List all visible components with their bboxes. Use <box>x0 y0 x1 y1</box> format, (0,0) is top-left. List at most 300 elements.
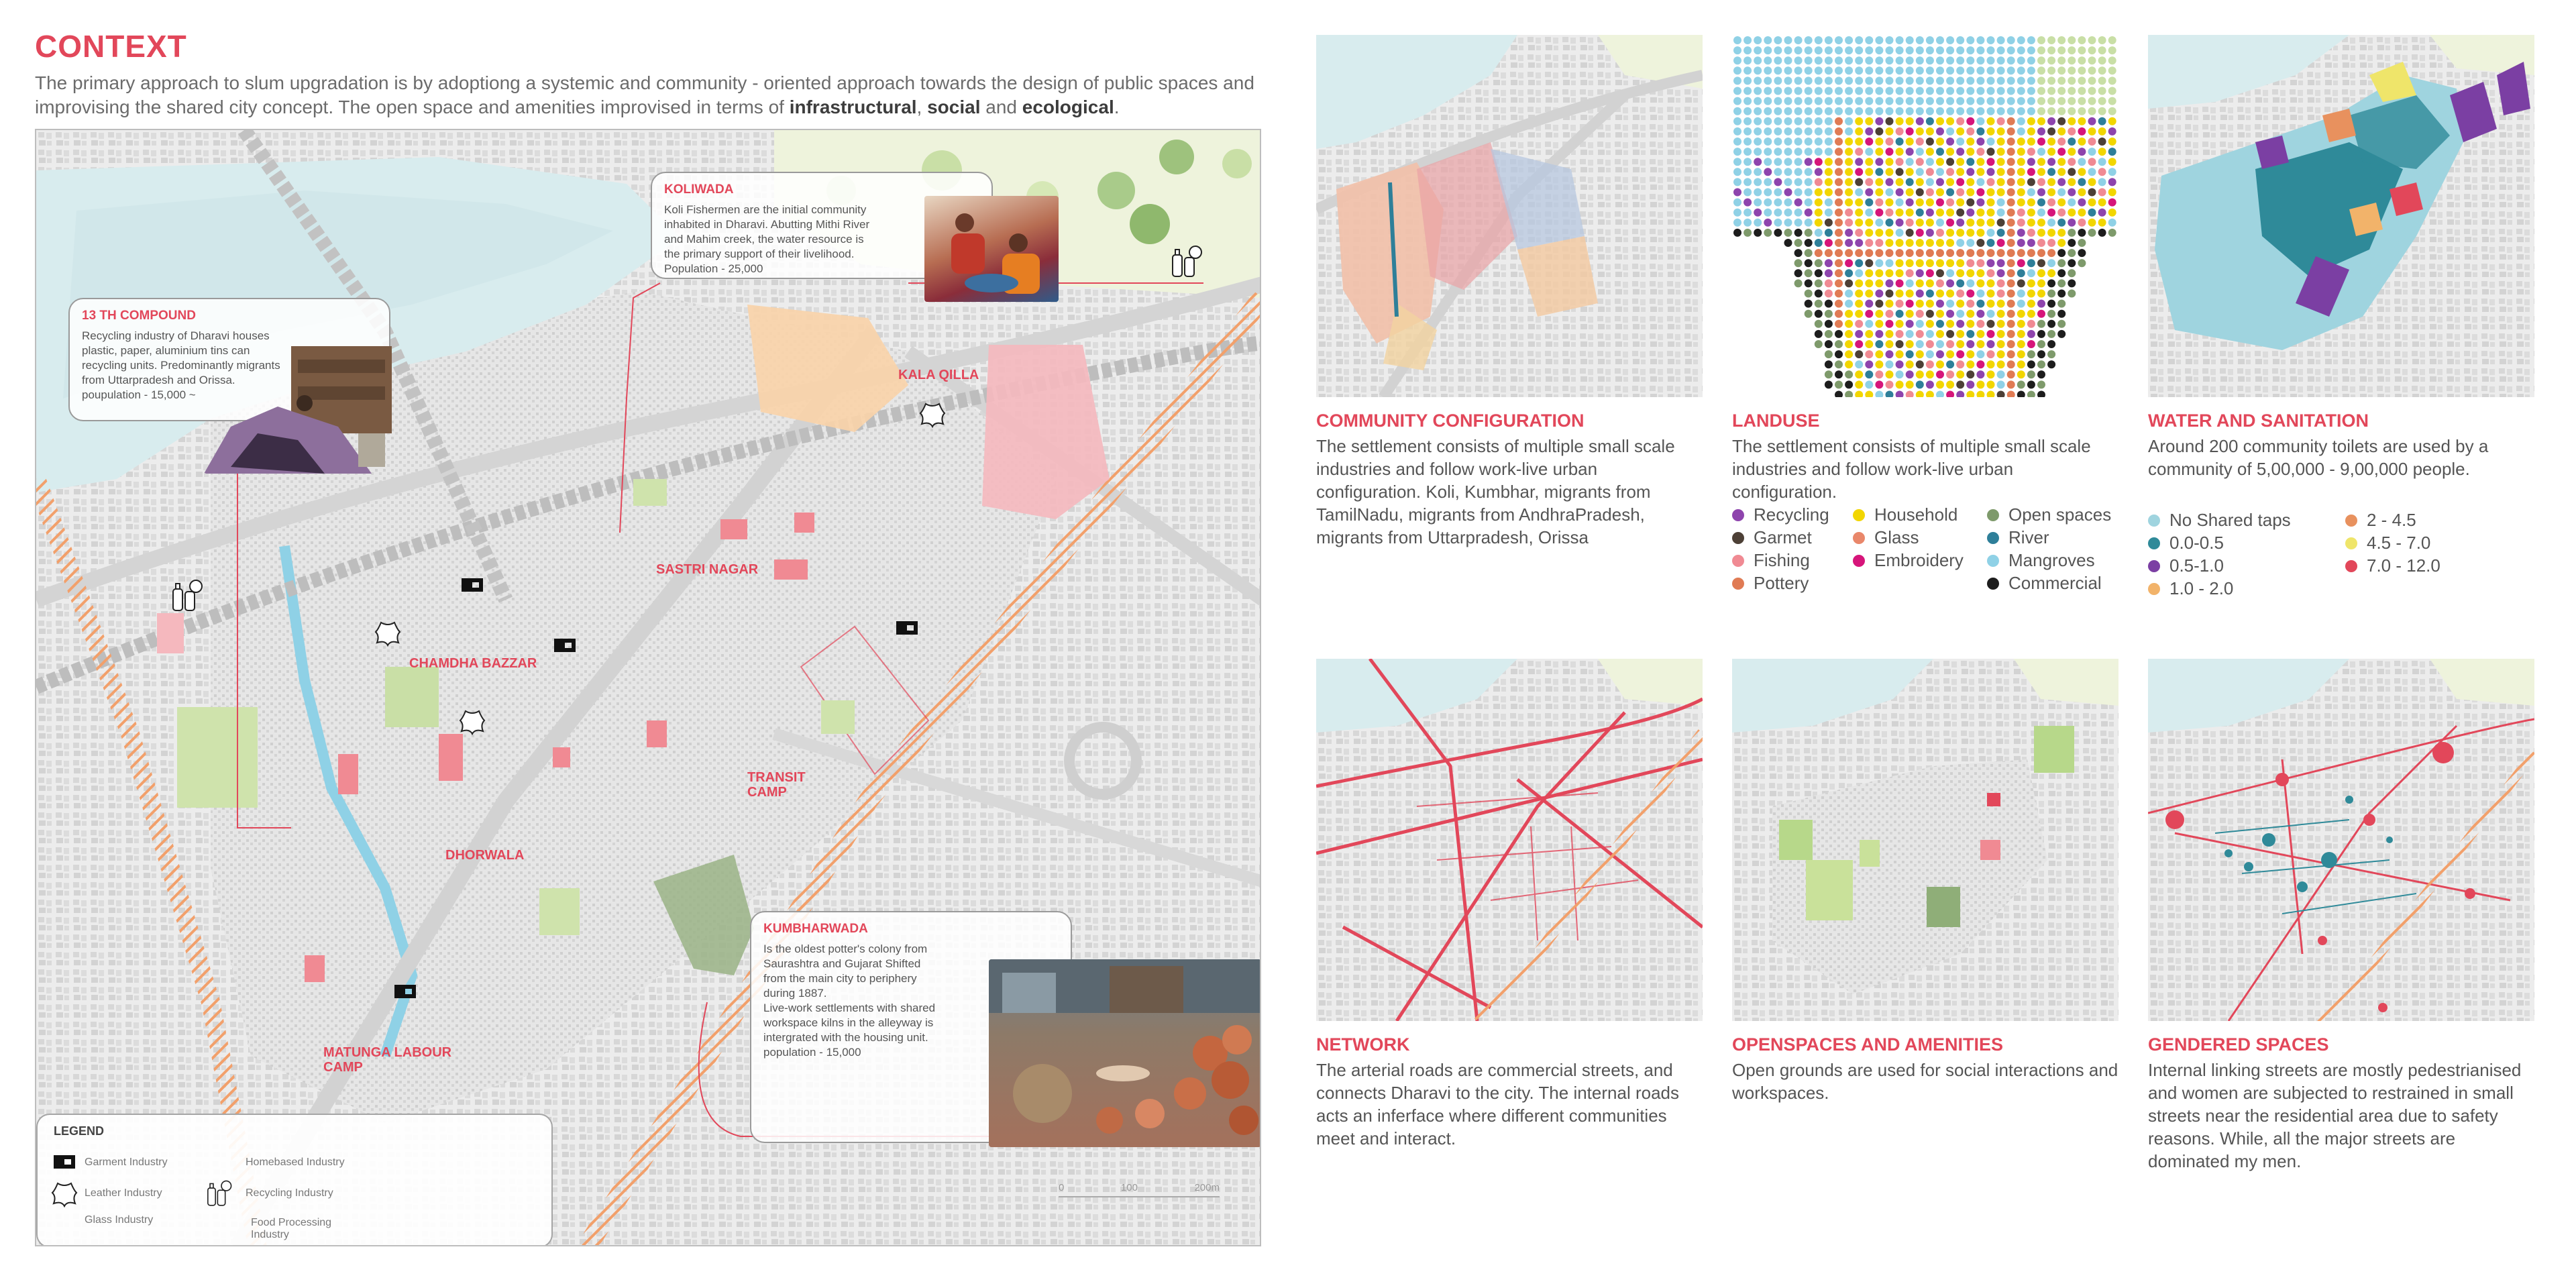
landuse-dot <box>1946 330 1954 338</box>
sewing-machine-icon[interactable] <box>551 633 578 655</box>
legend-swatch <box>1853 555 1865 567</box>
landuse-dot <box>1774 158 1782 166</box>
landuse-dot <box>1855 391 1863 398</box>
landuse-dot <box>1997 300 2005 308</box>
landuse-dot <box>1886 209 1894 217</box>
landuse-dot <box>1743 76 1752 85</box>
landuse-dot <box>1916 290 1924 298</box>
landuse-dot <box>1987 360 1995 368</box>
landuse-dot <box>1815 76 1823 85</box>
landuse-dot <box>1966 249 1974 257</box>
landuse-dot <box>1966 229 1974 237</box>
landuse-dot <box>2068 97 2076 105</box>
landuse-dot <box>1916 189 1924 197</box>
landuse-dot <box>1845 127 1853 136</box>
landuse-dot <box>2068 279 2076 287</box>
landuse-dot <box>1815 209 1823 217</box>
landuse-dot <box>2047 199 2055 207</box>
landuse-dot <box>1966 300 1974 308</box>
landuse-dot <box>2047 148 2055 156</box>
landuse-dot <box>1794 189 1803 197</box>
landuse-dot <box>1774 138 1782 146</box>
landuse-dot <box>1896 158 1904 166</box>
landuse-dot <box>2037 66 2045 74</box>
landuse-dot <box>2057 46 2065 54</box>
landuse-dot <box>1926 249 1934 257</box>
landuse-dot <box>2057 199 2065 207</box>
landuse-dot <box>1987 66 1995 74</box>
landuse-dot <box>1794 269 1803 277</box>
landuse-dot <box>1845 300 1853 308</box>
landuse-dot <box>1936 46 1944 54</box>
landuse-dot <box>1875 107 1883 115</box>
landuse-dot <box>2017 87 2025 95</box>
landuse-dot <box>1936 107 1944 115</box>
landuse-dot <box>2088 148 2096 156</box>
legend-label: 0.5-1.0 <box>2169 555 2224 576</box>
landuse-dot <box>2037 239 2045 247</box>
landuse-dot <box>1743 219 1752 227</box>
landuse-dot <box>1845 370 1853 378</box>
landuse-dot <box>1896 46 1904 54</box>
landuse-dot <box>1764 178 1772 186</box>
landuse-dot <box>1865 138 1873 146</box>
landuse-dot <box>1743 229 1752 237</box>
landuse-dot <box>1896 56 1904 64</box>
landuse-dot <box>1855 310 1863 318</box>
landuse-dot <box>1997 148 2005 156</box>
bottles-recycling-icon[interactable] <box>1170 244 1202 279</box>
landuse-dot <box>1976 138 1984 146</box>
landuse-dot <box>2027 229 2035 237</box>
landuse-dot <box>1855 360 1863 368</box>
landuse-dot <box>1845 380 1853 388</box>
landuse-dot <box>2098 158 2106 166</box>
landuse-dot <box>1743 189 1752 197</box>
landuse-dot <box>1835 300 1843 308</box>
landuse-dot <box>1956 158 1964 166</box>
landuse-dot <box>1926 391 1934 398</box>
landuse-dot <box>1906 56 1914 64</box>
landuse-dot <box>2068 158 2076 166</box>
landuse-dot <box>1733 158 1741 166</box>
landuse-dot <box>2027 199 2035 207</box>
landuse-dot <box>1916 97 1924 105</box>
landuse-dot <box>1926 138 1934 146</box>
legend-label: Fishing <box>1754 550 1810 570</box>
landuse-dot <box>1886 138 1894 146</box>
landuse-dot <box>1936 310 1944 318</box>
leather-hide-icon[interactable] <box>459 708 486 735</box>
landuse-dot <box>1805 239 1813 247</box>
landuse-dot <box>1886 66 1894 74</box>
landuse-dot <box>1774 56 1782 64</box>
landuse-dot <box>1815 36 1823 44</box>
landuse-dot <box>2027 56 2035 64</box>
landuse-dot <box>1754 148 1762 156</box>
landuse-dot <box>1966 380 1974 388</box>
landuse-dot <box>1794 117 1803 125</box>
landuse-dot <box>2027 340 2035 348</box>
landuse-dot <box>1966 239 1974 247</box>
landuse-dot <box>1966 97 1974 105</box>
landuse-dot <box>1936 97 1944 105</box>
landuse-dot <box>1815 239 1823 247</box>
landuse-dot <box>1825 320 1833 328</box>
landuse-dot <box>1805 158 1813 166</box>
landuse-dot <box>1754 36 1762 44</box>
landuse-dot <box>2078 36 2086 44</box>
landuse-dot <box>2017 279 2025 287</box>
landuse-dot <box>1936 320 1944 328</box>
landuse-dot <box>2108 97 2116 105</box>
gendered-map <box>2148 659 2534 1021</box>
panel-description: Open grounds are used for social interactions and workspaces. <box>1732 1060 2118 1103</box>
landuse-dot <box>1966 290 1974 298</box>
landuse-dot <box>1754 46 1762 54</box>
landuse-dot <box>1754 158 1762 166</box>
landuse-dot <box>1805 76 1813 85</box>
landuse-dot <box>2037 360 2045 368</box>
landuse-dot <box>1956 219 1964 227</box>
landuse-dot <box>1855 46 1863 54</box>
leather-hide-icon[interactable] <box>374 620 401 647</box>
landuse-dot <box>1805 56 1813 64</box>
landuse-dot <box>2057 148 2065 156</box>
landuse-dot <box>2098 199 2106 207</box>
landuse-dot <box>1946 229 1954 237</box>
landuse-dot <box>2068 66 2076 74</box>
landuse-dot <box>2027 46 2035 54</box>
landuse-dot <box>1956 36 1964 44</box>
landuse-dot <box>1855 148 1863 156</box>
landuse-dot <box>2098 209 2106 217</box>
landuse-dot <box>1733 66 1741 74</box>
legend-glass: Glass Industry <box>85 1214 154 1226</box>
landuse-dot <box>1956 229 1964 237</box>
landuse-dot <box>1784 87 1792 95</box>
callout-title: 13 TH COMPOUND <box>82 309 196 323</box>
landuse-dot <box>1896 138 1904 146</box>
landuse-dot <box>2047 117 2055 125</box>
landuse-dot <box>1865 340 1873 348</box>
landuse-dot <box>1855 107 1863 115</box>
landuse-dot <box>2017 391 2025 398</box>
legend-swatch <box>1732 555 1744 567</box>
landuse-dot <box>2068 87 2076 95</box>
landuse-dot <box>2088 36 2096 44</box>
landuse-dot <box>1743 168 1752 176</box>
landuse-dot <box>1976 330 1984 338</box>
landuse-dot <box>1926 290 1934 298</box>
landuse-dot <box>1774 87 1782 95</box>
landuse-dot <box>1906 189 1914 197</box>
dharavi-context-map[interactable] <box>35 129 1261 1246</box>
landuse-dot <box>1956 117 1964 125</box>
landuse-dot <box>1875 46 1883 54</box>
landuse-dot <box>1896 76 1904 85</box>
landuse-dot <box>1733 219 1741 227</box>
landuse-dot <box>1966 320 1974 328</box>
landuse-dot <box>1997 138 2005 146</box>
landuse-dot <box>2037 138 2045 146</box>
landuse-dot <box>1875 168 1883 176</box>
landuse-dot <box>2098 46 2106 54</box>
landuse-dot <box>1845 391 1853 398</box>
landuse-dot <box>1997 199 2005 207</box>
landuse-dot <box>1855 56 1863 64</box>
landuse-dot <box>1845 117 1853 125</box>
landuse-dot <box>1946 189 1954 197</box>
landuse-dot <box>2088 229 2096 237</box>
landuse-dot <box>2037 76 2045 85</box>
landuse-dot <box>1916 219 1924 227</box>
landuse-dot <box>1764 46 1772 54</box>
landuse-dot <box>2007 209 2015 217</box>
landuse-dot <box>1845 290 1853 298</box>
landuse-dot <box>2108 209 2116 217</box>
intro-sep-2: and <box>980 97 1022 117</box>
landuse-dot <box>1896 199 1904 207</box>
landuse-dot <box>1896 148 1904 156</box>
landuse-dot <box>1855 189 1863 197</box>
landuse-dot <box>1966 76 1974 85</box>
landuse-dot <box>1976 239 1984 247</box>
landuse-dot <box>1794 76 1803 85</box>
landuse-dot <box>1987 310 1995 318</box>
landuse-dot <box>1733 148 1741 156</box>
legend-item <box>2148 533 2224 553</box>
landuse-dot <box>1997 117 2005 125</box>
landuse-dot <box>1976 36 1984 44</box>
landuse-dot <box>1875 138 1883 146</box>
landuse-dot <box>1815 330 1823 338</box>
landuse-dot <box>1855 117 1863 125</box>
landuse-dot <box>1845 350 1853 358</box>
landuse-dot <box>2007 239 2015 247</box>
landuse-dot <box>2108 66 2116 74</box>
landuse-dot <box>1956 46 1964 54</box>
landuse-dot <box>1966 46 1974 54</box>
landuse-dot <box>2078 249 2086 257</box>
landuse-dot <box>1956 148 1964 156</box>
landuse-dot <box>1825 127 1833 136</box>
landuse-dot <box>1976 320 1984 328</box>
landuse-dot <box>1875 97 1883 105</box>
landuse-dot <box>1906 259 1914 267</box>
landuse-dot <box>1875 249 1883 257</box>
landuse-dot <box>2057 320 2065 328</box>
landuse-dot <box>1896 310 1904 318</box>
landuse-dot <box>1997 189 2005 197</box>
landuse-dot <box>1733 168 1741 176</box>
landuse-dot <box>1865 199 1873 207</box>
landuse-dot <box>1946 300 1954 308</box>
landuse-dot <box>1987 279 1995 287</box>
landuse-dot <box>1794 107 1803 115</box>
landuse-dot <box>1794 239 1803 247</box>
landuse-dot <box>1774 219 1782 227</box>
landuse-dot <box>1916 370 1924 378</box>
landuse-dot <box>1987 127 1995 136</box>
landuse-dot <box>1875 229 1883 237</box>
callout-text: Koli Fishermen are the initial community inhabited in Dharavi. Abutting Mithi River and Mahim creek, the water resource is the primary support of their livelihood. Population - 25,000 <box>664 203 870 275</box>
landuse-dot <box>1835 330 1843 338</box>
landuse-dot <box>1926 97 1934 105</box>
landuse-dot <box>2017 249 2025 257</box>
landuse-dot <box>1916 380 1924 388</box>
landuse-dot <box>2007 320 2015 328</box>
landuse-dot <box>2027 360 2035 368</box>
landuse-dot <box>2027 158 2035 166</box>
landuse-dot <box>1916 300 1924 308</box>
landuse-dot <box>1835 56 1843 64</box>
landuse-dot <box>1825 56 1833 64</box>
landuse-dot <box>2098 127 2106 136</box>
landuse-dot <box>1865 189 1873 197</box>
landuse-dot <box>1774 189 1782 197</box>
landuse-dot <box>1997 97 2005 105</box>
landuse-dot <box>1896 209 1904 217</box>
landuse-dot <box>1855 279 1863 287</box>
landuse-dot <box>2057 117 2065 125</box>
community-map-canvas <box>1316 35 1703 397</box>
landuse-dot <box>1805 97 1813 105</box>
leather-hide-icon[interactable] <box>919 401 946 428</box>
landuse-dot <box>1956 66 1964 74</box>
landuse-dot <box>1906 350 1914 358</box>
landuse-dot <box>1906 66 1914 74</box>
landuse-dot <box>1956 279 1964 287</box>
landuse-dot <box>1794 56 1803 64</box>
landuse-dot <box>1845 76 1853 85</box>
landuse-dot <box>2088 66 2096 74</box>
label-sastri-nagar: SASTRI NAGAR <box>656 562 759 577</box>
landuse-dot <box>1976 168 1984 176</box>
landuse-dot <box>2017 189 2025 197</box>
bottles-recycling-icon[interactable] <box>170 578 203 613</box>
legend-item <box>1732 573 1809 594</box>
panel-description: The settlement consists of multiple small scale industries and follow work-live urban configuration. Koli, Kumbhar, migrants from TamilNadu, migrants from AndhraPradesh, migrants from Uttarpradesh, Orissa <box>1316 436 1675 547</box>
landuse-dot <box>1865 46 1873 54</box>
landuse-dot <box>1825 360 1833 368</box>
landuse-dot <box>1784 158 1792 166</box>
landuse-dot <box>2068 269 2076 277</box>
landuse-dot <box>2037 199 2045 207</box>
landuse-dot <box>1855 36 1863 44</box>
landuse-dot <box>1825 168 1833 176</box>
landuse-dot <box>1815 279 1823 287</box>
landuse-dot <box>1784 178 1792 186</box>
landuse-dot <box>1845 310 1853 318</box>
map-legend <box>36 1114 553 1246</box>
landuse-dot <box>1997 107 2005 115</box>
landuse-dot <box>1754 189 1762 197</box>
landuse-dot <box>1906 310 1914 318</box>
landuse-dot <box>1784 46 1792 54</box>
landuse-dot <box>1835 209 1843 217</box>
landuse-dot <box>1825 107 1833 115</box>
landuse-dot <box>2007 36 2015 44</box>
landuse-dot <box>1855 340 1863 348</box>
landuse-dot <box>1733 87 1741 95</box>
landuse-dot <box>2027 117 2035 125</box>
landuse-dot <box>2017 178 2025 186</box>
landuse-dot <box>1845 229 1853 237</box>
landuse-dot-grid <box>1732 35 2118 397</box>
landuse-dot <box>1997 391 2005 398</box>
landuse-dot <box>1916 249 1924 257</box>
landuse-dot <box>1976 259 1984 267</box>
landuse-dot <box>1966 158 1974 166</box>
landuse-dot <box>1916 310 1924 318</box>
landuse-dot <box>2007 46 2015 54</box>
landuse-dot <box>1855 269 1863 277</box>
landuse-dot <box>1805 199 1813 207</box>
landuse-dot <box>1743 199 1752 207</box>
landuse-dot <box>1886 97 1894 105</box>
landuse-dot <box>1865 380 1873 388</box>
landuse-dot <box>2047 249 2055 257</box>
landuse-dot <box>2047 269 2055 277</box>
landuse-dot <box>2017 199 2025 207</box>
landuse-dot <box>1896 320 1904 328</box>
landuse-dot <box>1743 117 1752 125</box>
landuse-dot <box>1764 158 1772 166</box>
landuse-dot <box>2007 259 2015 267</box>
landuse-dot <box>1825 36 1833 44</box>
sewing-machine-icon[interactable] <box>392 979 419 1001</box>
landuse-dot <box>1825 310 1833 318</box>
landuse-dot <box>1764 138 1772 146</box>
sewing-machine-icon[interactable] <box>459 573 486 594</box>
landuse-dot <box>1825 199 1833 207</box>
landuse-dot <box>1956 380 1964 388</box>
landuse-dot <box>2108 76 2116 85</box>
landuse-dot <box>1815 107 1823 115</box>
fisherwomen-illustration <box>924 196 1059 302</box>
landuse-dot <box>1896 249 1904 257</box>
landuse-dot <box>1926 219 1934 227</box>
landuse-dot <box>2047 107 2055 115</box>
landuse-dot <box>1926 340 1934 348</box>
landuse-dot <box>1835 148 1843 156</box>
landuse-dot <box>1956 127 1964 136</box>
landuse-dot <box>1815 178 1823 186</box>
landuse-dot <box>1916 239 1924 247</box>
landuse-dot <box>1835 380 1843 388</box>
landuse-dot <box>1976 158 1984 166</box>
landuse-dot <box>1906 249 1914 257</box>
landuse-dot <box>1987 97 1995 105</box>
landuse-dot <box>2068 178 2076 186</box>
landuse-dot <box>2017 117 2025 125</box>
sewing-machine-icon[interactable] <box>894 616 920 637</box>
landuse-dot <box>1805 290 1813 298</box>
landuse-dot <box>1976 87 1984 95</box>
landuse-dot <box>2027 87 2035 95</box>
landuse-dot <box>2037 380 2045 388</box>
intro-bold-infrastructural: infrastructural <box>789 97 917 117</box>
landuse-dot <box>1845 330 1853 338</box>
landuse-dot <box>2007 229 2015 237</box>
landuse-dot <box>1754 66 1762 74</box>
landuse-dot <box>1936 138 1944 146</box>
landuse-dot <box>1855 380 1863 388</box>
landuse-dot <box>1906 209 1914 217</box>
landuse-dot <box>1754 138 1762 146</box>
landuse-dot <box>2098 56 2106 64</box>
